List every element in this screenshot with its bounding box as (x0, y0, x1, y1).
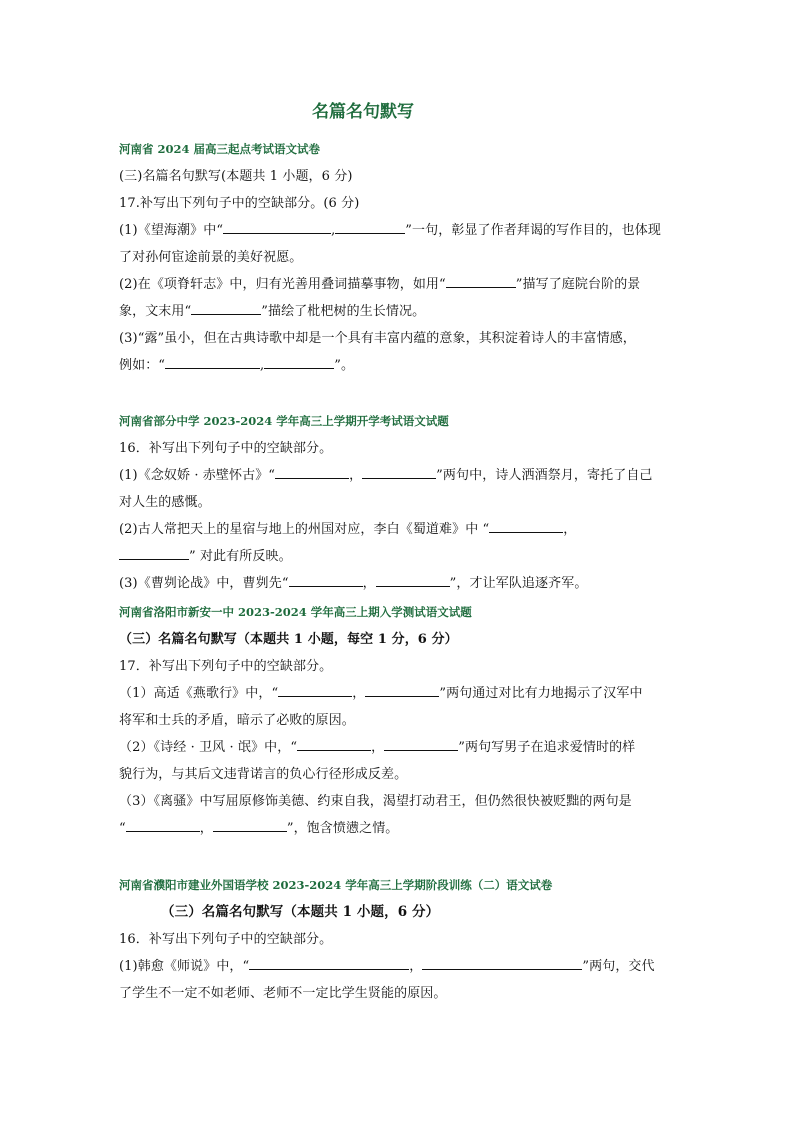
answer-blank[interactable] (249, 955, 409, 970)
question-item-2: (2)古人常把天上的星宿与地上的州国对应，李白《蜀道难》中 “ ， (119, 516, 679, 543)
section-4 (119, 876, 679, 1007)
answer-blank[interactable] (278, 682, 352, 697)
question-item-1-cont: 了对孙何宦途前景的美好祝愿。 (119, 250, 303, 265)
answer-blank[interactable] (213, 817, 287, 832)
question-item-1: (1)《望海潮》中“ , ”一句，彰显了作者拜谒的写作目的，也体现 (119, 217, 679, 244)
answer-blank[interactable] (126, 817, 200, 832)
section-source: 河南省部分中学 2023-2024 学年高三上学期开学考试语文试题 (119, 414, 449, 428)
question-stem: 16．补写出下列句子中的空缺部分。 (119, 441, 333, 456)
answer-blank[interactable] (335, 219, 405, 234)
page-title: 名篇名句默写 (312, 102, 414, 122)
question-item-1-cont: 将军和士兵的矛盾，暗示了必败的原因。 (119, 713, 355, 728)
question-item-1: （1）高适《燕歌行》中，“ ， ”两句通过对比有力地揭示了汉军中 (119, 680, 679, 707)
answer-blank[interactable] (275, 464, 349, 479)
section-source: 河南省濮阳市建业外国语学校 2023-2024 学年高三上学期阶段训练（二）语文试卷 (119, 878, 553, 892)
question-item-2-cont: 象，文末用“ ”描绘了枇杷树的生长情况。 (119, 298, 679, 325)
answer-blank[interactable] (362, 464, 436, 479)
section-header: （三）名篇名句默写（本题共 1 小题，每空 1 分，6 分） (119, 632, 458, 647)
question-item-3: （3）《离骚》中写屈原修饰美德、约束自我，渴望打动君王，但仍然很快被贬黜的两句是 (119, 794, 632, 809)
answer-blank[interactable] (376, 572, 450, 587)
question-stem: 16．补写出下列句子中的空缺部分。 (119, 932, 333, 947)
question-item-1: (1)韩愈《师说》中，“ ， ”两句，交代 (119, 953, 679, 980)
answer-blank[interactable] (165, 354, 260, 369)
section-3 (119, 603, 679, 842)
answer-blank[interactable] (289, 572, 363, 587)
question-item-3: (3)“露”虽小，但在古典诗歌中却是一个具有丰富内蕴的意象，其积淀着诗人的丰富情感， (119, 331, 636, 346)
question-stem: 17.补写出下列句子中的空缺部分。(6 分) (119, 196, 360, 211)
question-item-1: (1)《念奴娇 · 赤壁怀古》“ ， ”两句中，诗人洒酒祭月，寄托了自己 (119, 462, 679, 489)
section-source: 河南省洛阳市新安一中 2023-2024 学年高三上期入学测试语文试题 (119, 605, 472, 619)
answer-blank[interactable] (384, 736, 458, 751)
question-item-3-cont: 例如：“ , ”。 (119, 352, 679, 379)
section-2 (119, 412, 679, 597)
answer-blank[interactable] (422, 955, 582, 970)
question-item-2: （2）《诗经 · 卫风 · 氓》中，“ ， ”两句写男子在追求爱情时的样 (119, 734, 679, 761)
question-stem: 17．补写出下列句子中的空缺部分。 (119, 659, 333, 674)
answer-blank[interactable] (191, 300, 261, 315)
answer-blank[interactable] (297, 736, 371, 751)
question-item-2-cont: ” 对此有所反映。 (119, 543, 679, 570)
answer-blank[interactable] (264, 354, 334, 369)
answer-blank[interactable] (365, 682, 439, 697)
question-item-1-cont: 了学生不一定不如老师、老师不一定比学生贤能的原因。 (119, 986, 447, 1001)
answer-blank[interactable] (489, 518, 563, 533)
question-item-2: (2)在《项脊轩志》中，归有光善用叠词描摹事物，如用“ ”描写了庭院台阶的景 (119, 271, 679, 298)
answer-blank[interactable] (446, 273, 516, 288)
answer-blank[interactable] (119, 545, 189, 560)
question-item-2-cont: 貌行为，与其后文违背诺言的负心行径形成反差。 (119, 767, 408, 782)
question-item-1-cont: 对人生的感慨。 (119, 495, 211, 510)
section-1 (119, 140, 679, 379)
answer-blank[interactable] (223, 219, 331, 234)
section-header: （三）名篇名句默写（本题共 1 小题，6 分） (161, 904, 440, 920)
question-item-3-cont: “ ， ”，饱含愤懑之情。 (119, 815, 679, 842)
section-source: 河南省 2024 届高三起点考试语文试卷 (119, 142, 321, 156)
section-header: (三)名篇名句默写(本题共 1 小题，6 分) (119, 169, 353, 184)
question-item-3: (3)《曹刿论战》中，曹刿先“ ， ”，才让军队追逐齐军。 (119, 570, 679, 597)
